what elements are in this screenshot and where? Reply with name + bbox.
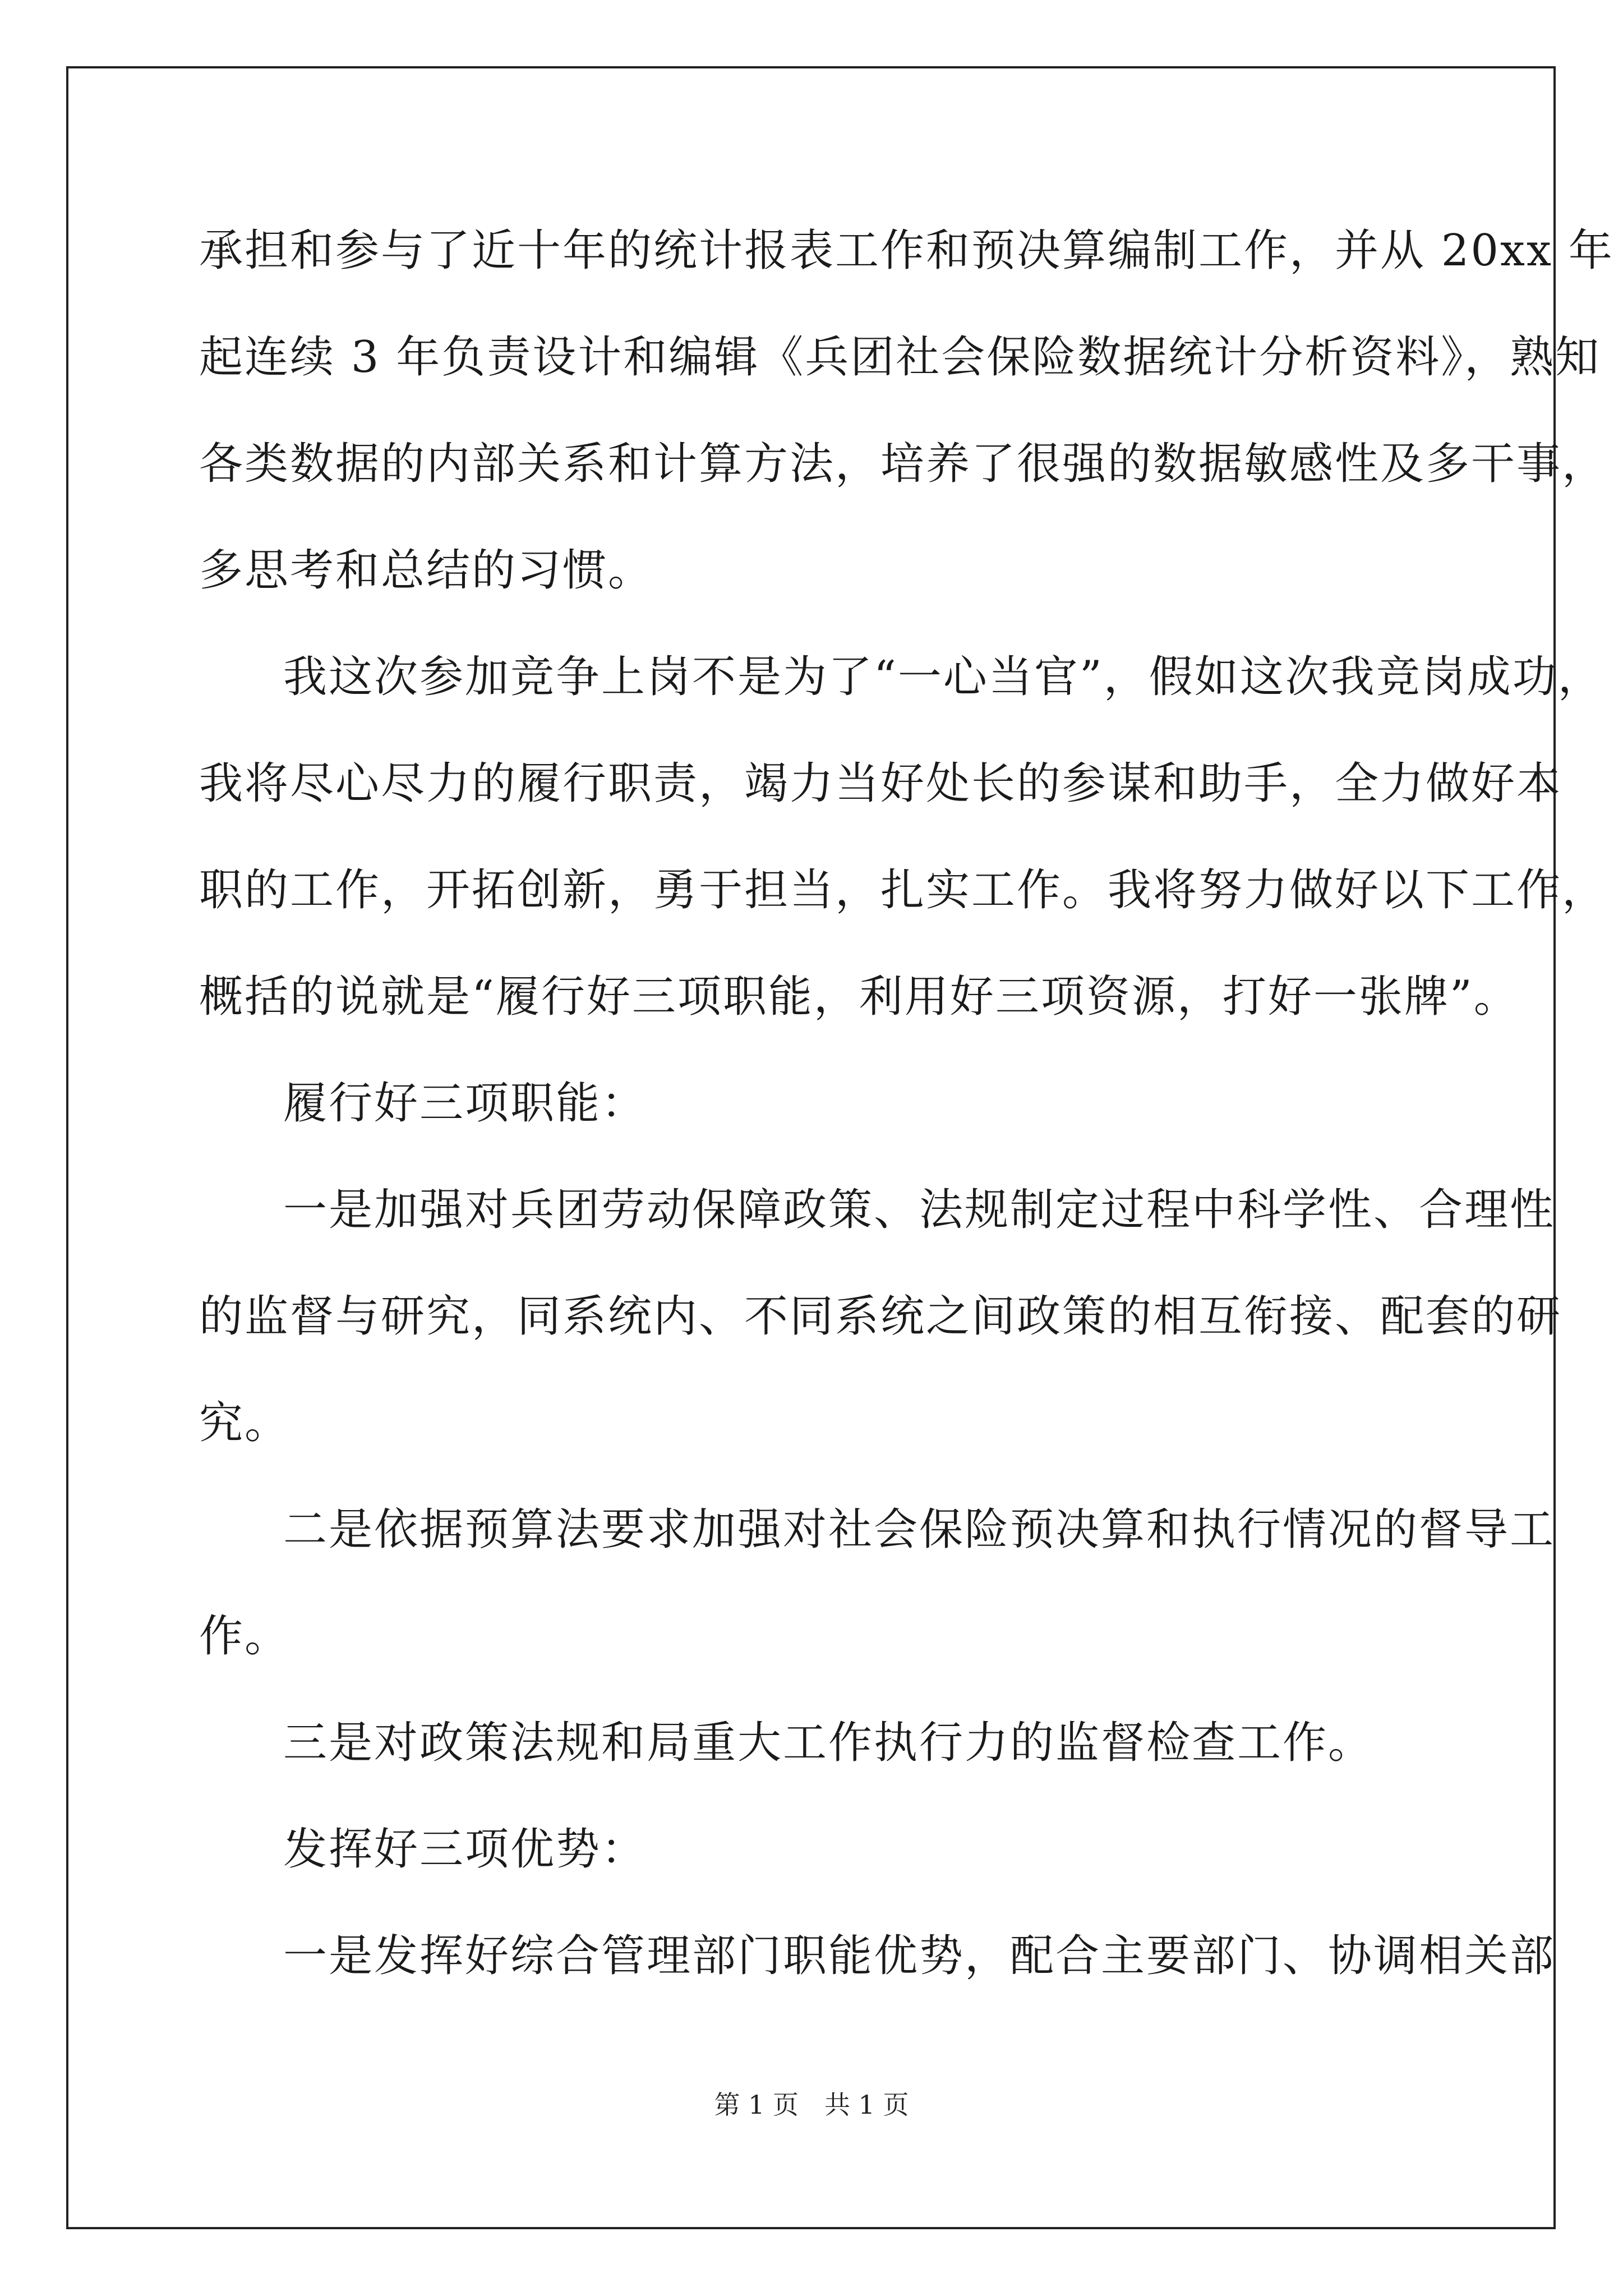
- text-line: 起连续 3 年负责设计和编辑《兵团社会保险数据统计分析资料》，熟知: [199, 332, 1601, 383]
- section-heading: 发挥好三项优势：: [283, 1824, 647, 1875]
- text-line: 一是发挥好综合管理部门职能优势，配合主要部门、协调相关部: [283, 1931, 1556, 1981]
- page-number-footer: 第 1 页 共 1 页: [714, 2090, 909, 2120]
- text-line: 一是加强对兵团劳动保障政策、法规制定过程中科学性、合理性: [283, 1185, 1556, 1235]
- text-line: 概括的说就是“履行好三项职能，利用好三项资源，打好一张牌”。: [199, 972, 1519, 1022]
- text-line: 多思考和总结的习惯。: [199, 545, 654, 596]
- text-line: 的监督与研究，同系统内、不同系统之间政策的相互衔接、配套的研: [199, 1291, 1562, 1342]
- text-line: 究。: [199, 1398, 291, 1448]
- text-line: 作。: [199, 1611, 291, 1662]
- text-line: 承担和参与了近十年的统计报表工作和预决算编制工作，并从 20xx 年: [199, 226, 1614, 276]
- text-line: 各类数据的内部关系和计算方法，培养了很强的数据敏感性及多干事，: [199, 439, 1608, 489]
- text-line: 二是依据预算法要求加强对社会保险预决算和执行情况的督导工: [283, 1504, 1556, 1555]
- text-line: 三是对政策法规和局重大工作执行力的监督检查工作。: [283, 1718, 1374, 1768]
- text-line: 我这次参加竞争上岗不是为了“一心当官”，假如这次我竞岗成功，: [283, 652, 1603, 702]
- text-line: 职的工作，开拓创新，勇于担当，扎实工作。我将努力做好以下工作，: [199, 865, 1608, 915]
- text-line: 我将尽心尽力的履行职责，竭力当好处长的参谋和助手，全力做好本: [199, 758, 1562, 809]
- section-heading: 履行好三项职能：: [283, 1078, 647, 1129]
- document-body: [199, 209, 1614, 2021]
